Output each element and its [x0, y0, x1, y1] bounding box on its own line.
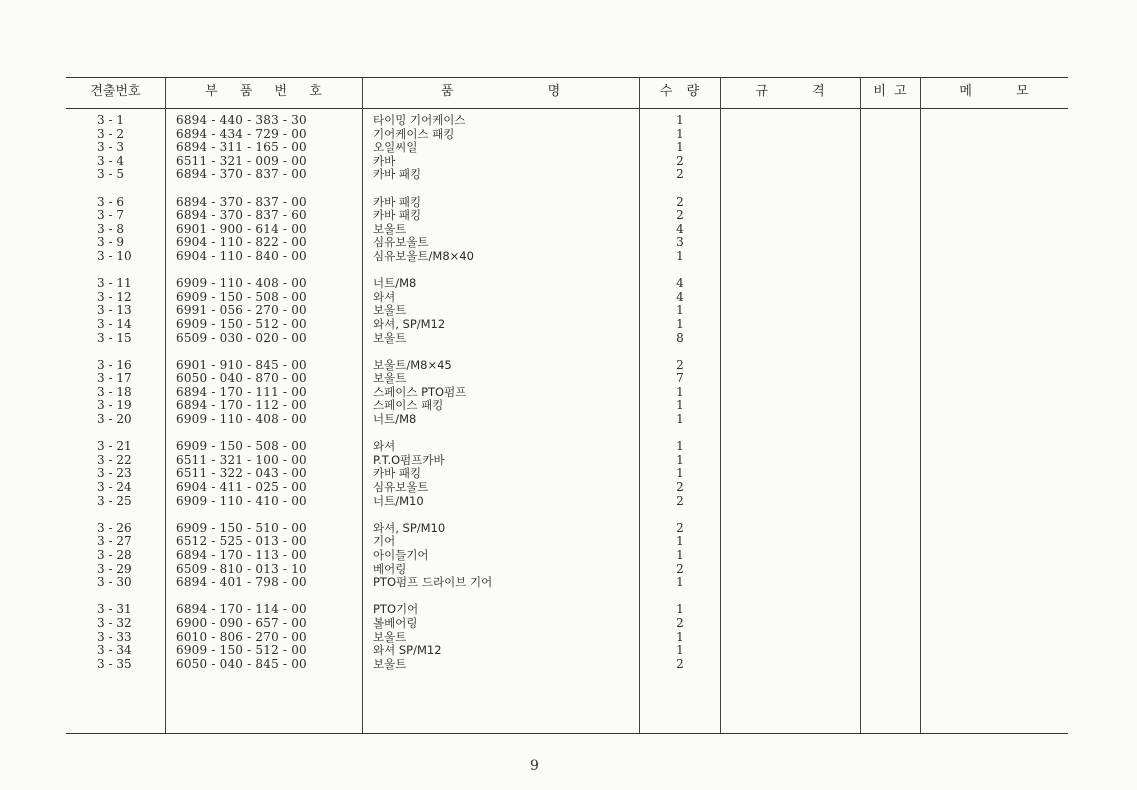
- index-number-cell: 3 - 21: [97, 439, 132, 454]
- quantity-cell: 1: [676, 113, 684, 127]
- part-number-cell: 6909 - 150 - 510 - 00: [176, 520, 307, 535]
- part-number-cell: 6991 - 056 - 270 - 00: [176, 303, 307, 318]
- quantity-cell: 1: [676, 316, 684, 331]
- part-number-cell: 6909 - 110 - 408 - 00: [176, 412, 307, 427]
- row-group: [97, 603, 165, 671]
- index-number-cell: 3 - 2: [97, 126, 124, 141]
- index-number-cell: 3 - 16: [97, 357, 132, 372]
- quantity-cell: 1: [676, 126, 684, 141]
- index-number-cell: 3 - 18: [97, 384, 132, 399]
- quantity-cell: 1: [676, 643, 684, 658]
- header-remarks: 비 고: [873, 84, 907, 99]
- part-number-cell: 6901 - 900 - 614 - 00: [176, 221, 307, 236]
- quantity-cell: 1: [676, 602, 684, 617]
- part-name-cell: 기어: [373, 534, 396, 549]
- column-divider: [860, 77, 861, 733]
- part-name-cell: 보울트: [373, 629, 407, 644]
- quantity-cell: 1: [676, 452, 684, 467]
- part-name-cell: 카바 패킹: [373, 466, 422, 481]
- index-number-cell: 3 - 15: [97, 330, 132, 345]
- part-name-cell: 보울트/M8×45: [373, 357, 452, 372]
- column-divider: [362, 77, 363, 733]
- part-name-cell: PTO펌프 드라이브 기어: [373, 575, 493, 590]
- part-name-cell: 와셔, SP/M10: [373, 520, 446, 535]
- quantity-column: [640, 114, 720, 685]
- part-name-cell: 카바: [373, 153, 396, 168]
- table-top-rule: [66, 77, 1068, 78]
- part-number-cell: 6909 - 110 - 410 - 00: [176, 493, 307, 508]
- part-name-cell: 와셔: [373, 289, 396, 304]
- quantity-cell: 3: [676, 235, 684, 250]
- part-number-cell: 6909 - 110 - 408 - 00: [176, 276, 307, 291]
- part-name-cell: 카바 패킹: [373, 194, 422, 209]
- index-number-cell: 3 - 4: [97, 153, 124, 168]
- row-group: [176, 522, 356, 590]
- quantity-cell: 1: [676, 303, 684, 318]
- row-group: [640, 114, 720, 182]
- part-number-cell: 6509 - 810 - 013 - 10: [176, 561, 307, 576]
- quantity-cell: 2: [676, 520, 684, 535]
- quantity-cell: 2: [676, 656, 684, 671]
- index-number-cell: 3 - 35: [97, 656, 132, 671]
- part-number-cell: 6894 - 434 - 729 - 00: [176, 126, 307, 141]
- part-name-cell: 스페이스 패킹: [373, 398, 444, 413]
- part-name-cell: 보울트: [373, 303, 407, 318]
- part-number-cell: 6894 - 170 - 113 - 00: [176, 548, 307, 562]
- index-number-cell: 3 - 14: [97, 316, 132, 331]
- header-quantity: 수 량: [659, 84, 700, 99]
- row-group: [373, 196, 633, 264]
- part-name-cell: 스페이스 PTO펌프: [373, 384, 467, 399]
- index-number-cell: 3 - 19: [97, 398, 132, 413]
- part-name-cell: 베어링: [373, 561, 407, 576]
- part-name-cell: 심유보울트/M8×40: [373, 248, 474, 263]
- part-name-cell: 오일씨일: [373, 140, 418, 155]
- header-part-number: 부 품 번 호: [205, 84, 322, 99]
- quantity-cell: 7: [676, 371, 684, 386]
- index-number-cell: 3 - 11: [97, 276, 132, 291]
- row-group: [97, 196, 165, 264]
- index-number-cell: 3 - 13: [97, 303, 132, 318]
- quantity-cell: 1: [676, 534, 684, 549]
- part-number-cell: 6010 - 806 - 270 - 00: [176, 629, 307, 644]
- index-number-cell: 3 - 34: [97, 643, 132, 658]
- part-number-cell: 6894 - 370 - 837 - 00: [176, 167, 307, 182]
- part-name-cell: 너트/M8: [373, 412, 417, 427]
- part-number-cell: 6894 - 170 - 114 - 00: [176, 602, 307, 617]
- part-name-cell: 와셔, SP/M12: [373, 316, 446, 331]
- quantity-cell: 1: [676, 412, 684, 427]
- index-number-cell: 3 - 20: [97, 412, 132, 427]
- column-divider: [920, 77, 921, 733]
- part-name-cell: 보울트: [373, 371, 407, 386]
- index-number-column: [66, 114, 165, 685]
- part-number-cell: 6512 - 525 - 013 - 00: [176, 534, 307, 549]
- index-number-cell: 3 - 10: [97, 248, 132, 263]
- quantity-cell: 1: [676, 439, 684, 454]
- quantity-cell: 4: [676, 276, 684, 291]
- quantity-cell: 4: [676, 289, 684, 304]
- row-group: [640, 196, 720, 264]
- quantity-cell: 2: [676, 480, 684, 495]
- index-number-cell: 3 - 6: [97, 194, 124, 209]
- part-name-cell: 보울트: [373, 330, 407, 345]
- part-name-cell: 심유보울트: [373, 480, 429, 495]
- part-name-cell: 기어케이스 패킹: [373, 126, 455, 141]
- part-number-cell: 6894 - 170 - 112 - 00: [176, 398, 307, 413]
- part-number-cell: 6050 - 040 - 845 - 00: [176, 656, 307, 671]
- part-number-cell: 6901 - 910 - 845 - 00: [176, 357, 307, 372]
- index-number-cell: 3 - 24: [97, 480, 132, 495]
- part-name-cell: 타이밍 기어케이스: [373, 113, 466, 127]
- index-number-cell: 3 - 8: [97, 221, 124, 236]
- quantity-cell: 1: [676, 384, 684, 399]
- row-group: [176, 114, 356, 182]
- part-number-cell: 6511 - 322 - 043 - 00: [176, 466, 307, 481]
- index-number-cell: 3 - 27: [97, 534, 132, 549]
- part-number-cell: 6909 - 150 - 508 - 00: [176, 439, 307, 454]
- column-divider: [720, 77, 721, 733]
- part-number-cell: 6894 - 370 - 837 - 00: [176, 194, 307, 209]
- part-name-cell: 볼베어링: [373, 615, 418, 630]
- row-group: [176, 359, 356, 427]
- part-name-cell: 보울트: [373, 656, 407, 671]
- row-group: [373, 359, 633, 427]
- quantity-cell: 2: [676, 357, 684, 372]
- quantity-cell: 1: [676, 466, 684, 481]
- header-index-number: 견출번호: [90, 84, 141, 99]
- index-number-cell: 3 - 12: [97, 289, 132, 304]
- index-number-cell: 3 - 29: [97, 561, 132, 576]
- part-number-cell: 6894 - 370 - 837 - 60: [176, 208, 307, 223]
- row-group: [176, 277, 356, 345]
- part-number-cell: 6900 - 090 - 657 - 00: [176, 615, 307, 630]
- part-number-cell: 6511 - 321 - 009 - 00: [176, 153, 307, 168]
- part-number-cell: 6909 - 150 - 512 - 00: [176, 316, 307, 331]
- part-name-cell: 카바 패킹: [373, 208, 422, 223]
- part-number-cell: 6904 - 411 - 025 - 00: [176, 480, 307, 495]
- part-name-cell: 카바 패킹: [373, 167, 422, 182]
- part-name-cell: 와셔: [373, 439, 396, 454]
- column-divider: [165, 77, 166, 733]
- quantity-cell: 8: [676, 330, 684, 345]
- row-group: [97, 277, 165, 345]
- table-bottom-rule: [66, 733, 1068, 734]
- part-number-cell: 6894 - 401 - 798 - 00: [176, 575, 307, 590]
- quantity-cell: 2: [676, 493, 684, 508]
- part-number-cell: 6509 - 030 - 020 - 00: [176, 330, 307, 345]
- index-number-cell: 3 - 7: [97, 208, 124, 223]
- part-name-cell: 심유보울트: [373, 235, 429, 250]
- row-group: [176, 196, 356, 264]
- row-group: [176, 603, 356, 671]
- quantity-cell: 2: [676, 208, 684, 223]
- part-number-cell: 6894 - 440 - 383 - 30: [176, 113, 307, 127]
- quantity-cell: 1: [676, 140, 684, 155]
- part-number-cell: 6894 - 311 - 165 - 00: [176, 140, 307, 155]
- quantity-cell: 1: [676, 575, 684, 590]
- row-group: [97, 359, 165, 427]
- part-name-column: [373, 114, 633, 685]
- page-number: 9: [530, 758, 539, 774]
- index-number-cell: 3 - 22: [97, 452, 132, 467]
- row-group: [640, 359, 720, 427]
- index-number-cell: 3 - 17: [97, 371, 132, 386]
- index-number-cell: 3 - 25: [97, 493, 132, 508]
- quantity-cell: 2: [676, 615, 684, 630]
- index-number-cell: 3 - 32: [97, 615, 132, 630]
- index-number-cell: 3 - 3: [97, 140, 124, 155]
- part-name-cell: 너트/M10: [373, 493, 424, 508]
- row-group: [176, 440, 356, 508]
- quantity-cell: 4: [676, 221, 684, 236]
- index-number-cell: 3 - 28: [97, 548, 132, 562]
- row-group: [373, 277, 633, 345]
- header-bottom-rule: [66, 108, 1068, 109]
- part-number-cell: 6894 - 170 - 111 - 00: [176, 384, 307, 399]
- row-group: [640, 603, 720, 671]
- header-specification: 규 격: [755, 84, 825, 99]
- row-group: [373, 603, 633, 671]
- part-name-cell: 너트/M8: [373, 276, 417, 291]
- quantity-cell: 2: [676, 153, 684, 168]
- part-name-cell: 보울트: [373, 221, 407, 236]
- part-number-cell: 6904 - 110 - 822 - 00: [176, 235, 307, 250]
- part-number-cell: 6909 - 150 - 508 - 00: [176, 289, 307, 304]
- index-number-cell: 3 - 26: [97, 520, 132, 535]
- part-name-cell: P.T.O펌프카바: [373, 452, 445, 467]
- quantity-cell: 2: [676, 561, 684, 576]
- quantity-cell: 1: [676, 548, 684, 562]
- header-part-name: 품 명: [440, 84, 561, 99]
- part-name-cell: 와셔 SP/M12: [373, 643, 442, 658]
- index-number-cell: 3 - 31: [97, 602, 132, 617]
- quantity-cell: 2: [676, 194, 684, 209]
- index-number-cell: 3 - 33: [97, 629, 132, 644]
- part-number-column: [176, 114, 356, 685]
- part-number-cell: 6904 - 110 - 840 - 00: [176, 248, 307, 263]
- row-group: [373, 522, 633, 590]
- row-group: [640, 440, 720, 508]
- index-number-cell: 3 - 5: [97, 167, 124, 182]
- header-memo: 메 모: [959, 84, 1029, 99]
- index-number-cell: 3 - 23: [97, 466, 132, 481]
- row-group: [640, 277, 720, 345]
- part-number-cell: 6511 - 321 - 100 - 00: [176, 452, 307, 467]
- index-number-cell: 3 - 1: [97, 113, 124, 127]
- row-group: [373, 114, 633, 182]
- quantity-cell: 2: [676, 167, 684, 182]
- row-group: [373, 440, 633, 508]
- part-number-cell: 6909 - 150 - 512 - 00: [176, 643, 307, 658]
- part-name-cell: PTO기어: [373, 602, 419, 617]
- row-group: [97, 522, 165, 590]
- quantity-cell: 1: [676, 248, 684, 263]
- part-number-cell: 6050 - 040 - 870 - 00: [176, 371, 307, 386]
- row-group: [97, 440, 165, 508]
- index-number-cell: 3 - 9: [97, 235, 124, 250]
- quantity-cell: 1: [676, 629, 684, 644]
- row-group: [640, 522, 720, 590]
- row-group: [97, 114, 165, 182]
- part-name-cell: 아이들기어: [373, 548, 429, 562]
- index-number-cell: 3 - 30: [97, 575, 132, 590]
- quantity-cell: 1: [676, 398, 684, 413]
